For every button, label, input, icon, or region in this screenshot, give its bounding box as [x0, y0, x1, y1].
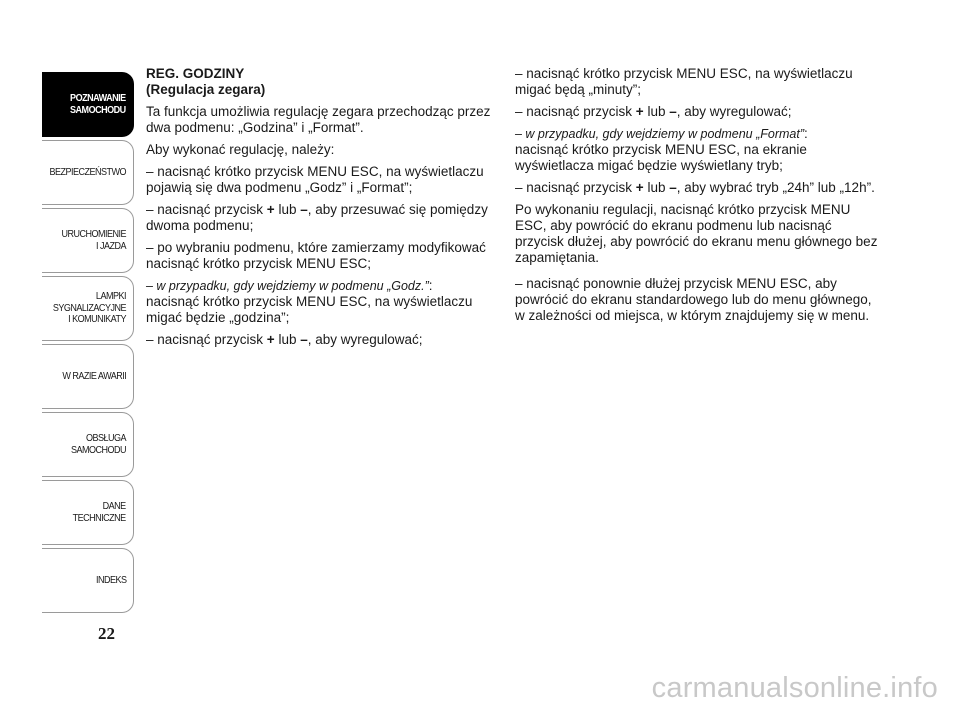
- sidebar-tab-poznawanie-samochodu[interactable]: POZNAWANIE SAMOCHODU: [42, 72, 134, 137]
- sidebar-tab-uruchomienie-i-jazda[interactable]: URUCHOMIENIE I JAZDA: [42, 208, 134, 273]
- step-paragraph: nacisnąć krótko przycisk MENU ESC, na wyświetlaczu migać będzie „godzina”;: [146, 294, 473, 325]
- sidebar-tab-indeks[interactable]: INDEKS: [42, 548, 134, 613]
- final-paragraph: – nacisnąć ponownie dłużej przycisk MENU ESC, aby powrócić do ekranu standardowego lub do menu głównego, w zależności od miejsca, w którym znajdujemy się w menu.: [515, 276, 872, 323]
- step-paragraph: – nacisnąć krótko przycisk MENU ESC, na wyświetlaczu pojawią się dwa podmenu „Godz” i „Format”;: [146, 164, 484, 195]
- left-column: [146, 66, 498, 354]
- step-paragraph: – nacisnąć przycisk + lub –, aby przesuwać się pomiędzy dwoma podmenu;: [146, 202, 488, 233]
- step-paragraph: – nacisnąć krótko przycisk MENU ESC, na wyświetlaczu migać będą „minuty”;: [515, 66, 853, 97]
- sidebar-tab-dane-techniczne[interactable]: DANE TECHNICZNE: [42, 480, 134, 545]
- step-paragraph: – nacisnąć przycisk + lub –, aby wybrać tryb „24h” lub „12h”.: [515, 180, 875, 195]
- sidebar-tab-bezpieczenstwo[interactable]: BEZPIECZEŃSTWO: [42, 140, 134, 205]
- page-number: 22: [98, 624, 115, 643]
- case-heading: – w przypadku, gdy wejdziemy w podmenu „Format”:: [515, 126, 808, 141]
- step-paragraph: – nacisnąć przycisk + lub –, aby wyregulować;: [515, 104, 792, 119]
- section-subtitle: (Regulacja zegara): [146, 82, 266, 97]
- section-title: REG. GODZINY: [146, 66, 245, 81]
- after-paragraph: Po wykonaniu regulacji, nacisnąć krótko przycisk MENU ESC, aby powrócić do ekranu podmenu lub nacisnąć przycisk dłużej, aby powrócić do ekranu menu głównego bez zapamiętania.: [515, 202, 878, 265]
- step-paragraph: – po wybraniu podmenu, które zamierzamy modyfikować nacisnąć krótko przycisk MENU ESC;: [146, 240, 486, 271]
- case-heading: – w przypadku, gdy wejdziemy w podmenu „Godz.”:: [146, 278, 433, 293]
- watermark: carmanualsonline.info: [651, 672, 938, 704]
- step-paragraph: – nacisnąć przycisk + lub –, aby wyregulować;: [146, 332, 423, 347]
- sidebar-tab-lampki-sygnalizacyjne[interactable]: LAMPKI SYGNALIZACYJNE I KOMUNIKATY: [42, 276, 134, 341]
- step-paragraph: nacisnąć krótko przycisk MENU ESC, na ekranie wyświetlacza migać będzie wyświetlany tryb;: [515, 142, 807, 173]
- intro-paragraph: Ta funkcja umożliwia regulację zegara przechodząc przez dwa podmenu: „Godzina” i „Format”.: [146, 104, 491, 135]
- right-column: [515, 66, 880, 330]
- sidebar-tab-obsluga-samochodu[interactable]: OBSŁUGA SAMOCHODU: [42, 412, 134, 477]
- how-paragraph: Aby wykonać regulację, należy:: [146, 142, 335, 157]
- sidebar-tab-w-razie-awarii[interactable]: W RAZIE AWARII: [42, 344, 134, 409]
